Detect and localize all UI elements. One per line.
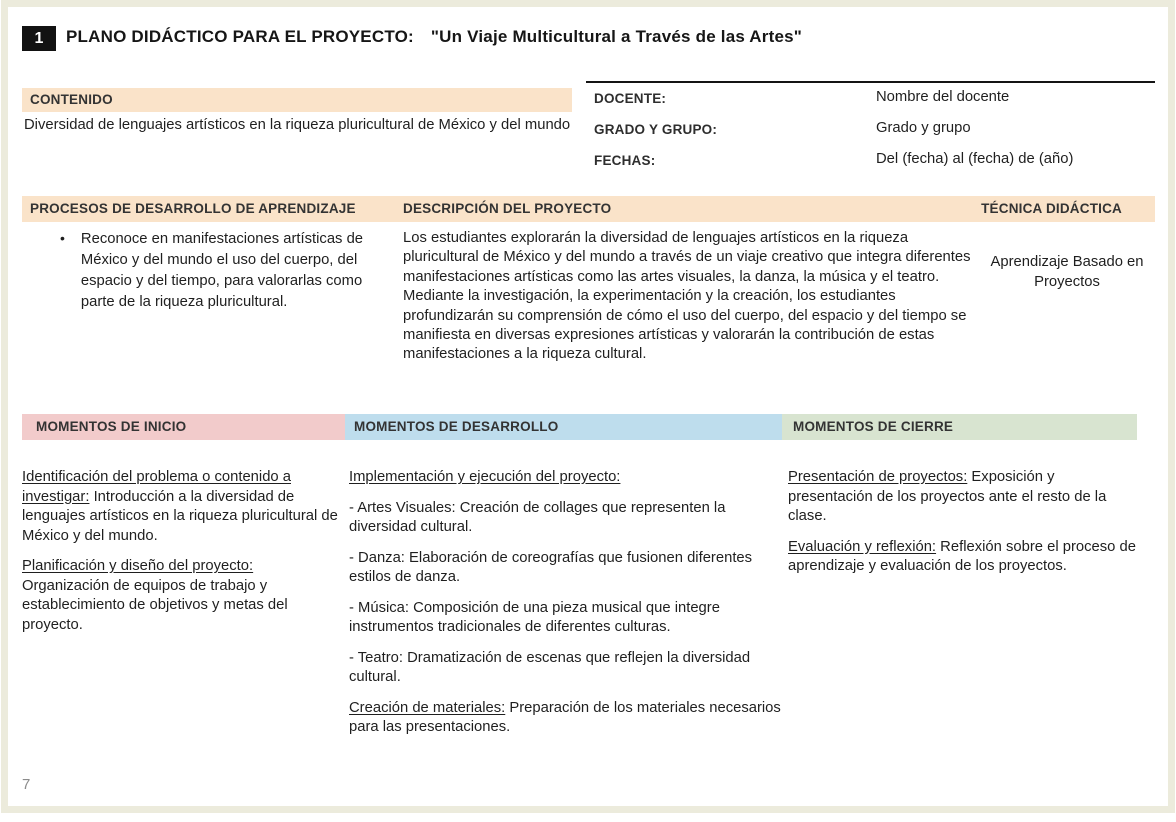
momentos-desarrollo-header: MOMENTOS DE DESARROLLO [345, 414, 782, 440]
desarrollo-text: Preparación de los materiales necesarios para las presentaciones. [349, 699, 781, 735]
fechas-label: FECHAS: [594, 153, 656, 168]
contenido-text: Diversidad de lenguajes artísticos en la riqueza pluricultural de México y del mundo [24, 117, 571, 133]
desarrollo-text: - Música: Composición de una pieza musical que integre instrumentos tradicionales de diferentes culturas. [349, 599, 720, 635]
descripcion-header: DESCRIPCIÓN DEL PROYECTO [403, 201, 612, 216]
desarrollo-text: - Danza: Elaboración de coreografías que fusionen diferentes estilos de danza. [349, 549, 753, 585]
bullet-icon: • [60, 230, 65, 246]
momentos-cierre-header: MOMENTOS DE CIERRE [782, 414, 1137, 440]
desarrollo-paragraph [349, 468, 781, 488]
cierre-text: Exposición y presentación de los proyectos ante el resto de la clase. [788, 469, 1107, 524]
momentos-inicio-column [22, 468, 340, 646]
inicio-text: Organización de equipos de trabajo y establecimiento de objetivos y metas del proyecto. [22, 577, 288, 633]
desarrollo-text: - Teatro: Dramatización de escenas que reflejen la diversidad cultural. [349, 649, 751, 685]
desarrollo-paragraph [349, 699, 781, 738]
info-row-grado [594, 121, 1154, 143]
desarrollo-paragraph [349, 599, 781, 638]
grado-label: GRADO Y GRUPO: [594, 122, 718, 137]
inicio-paragraph [22, 468, 340, 546]
page-number: 7 [22, 776, 31, 793]
cierre-lead: Evaluación y reflexión: [788, 538, 937, 555]
desarrollo-lead: Implementación y ejecución del proyecto: [349, 469, 621, 485]
docente-value: Nombre del docente [876, 89, 1010, 105]
inicio-lead: Identificación del problema o contenido a investigar: [22, 469, 291, 505]
momentos-desarrollo-column [349, 468, 781, 749]
desarrollo-paragraph [349, 649, 781, 688]
tecnica-header: TÉCNICA DIDÁCTICA [981, 201, 1122, 216]
cierre-lead: Presentación de proyectos: [788, 469, 968, 485]
cierre-paragraph [788, 468, 1140, 527]
desarrollo-text: - Artes Visuales: Creación de collages que representen la diversidad cultural. [349, 499, 726, 535]
page-title-label: PLANO DIDÁCTICO PARA EL PROYECTO: [66, 27, 414, 46]
grado-value: Grado y grupo [876, 120, 971, 136]
inicio-text: Introducción a la diversidad de lenguajes artísticos en la riqueza pluricultural de México y del mundo. [22, 488, 338, 544]
header-divider-line [586, 81, 1155, 83]
page-title [66, 27, 802, 47]
procesos-bullet-item [60, 229, 372, 313]
desarrollo-lead: Creación de materiales: [349, 699, 506, 716]
inicio-lead: Planificación y diseño del proyecto: [22, 558, 254, 574]
momentos-cierre-column [788, 468, 1140, 588]
cierre-text: Reflexión sobre el proceso de aprendizaje y evaluación de los proyectos. [788, 538, 1136, 574]
momentos-inicio-header: MOMENTOS DE INICIO [22, 414, 345, 440]
contenido-header: CONTENIDO [22, 88, 572, 112]
cierre-paragraph [788, 538, 1140, 577]
desarrollo-paragraph [349, 549, 781, 588]
descripcion-text: Los estudiantes explorarán la diversidad de lenguajes artísticos en la riqueza pluricultural de México y del mundo a través de un viaje creativo que integra diferentes manifestaciones artísticas como las artes visuales, la danza, la música y el teatro. Mediante la investigación, la experimentación y la creación, los estudiantes profundizarán su comprensión de cómo el uso del cuerpo, del espacio y del tiempo se manifiesta en diversas expresiones artísticas y valorarán la contribución de estas manifestaciones a la riqueza cultural. [403, 230, 971, 363]
section-number-badge: 1 [22, 26, 56, 51]
inicio-paragraph [22, 557, 340, 635]
procesos-header: PROCESOS DE DESARROLLO DE APRENDIZAJE [30, 201, 356, 216]
info-row-fechas [594, 152, 1154, 174]
tecnica-value: Aprendizaje Basado en Proyectos [990, 254, 1144, 290]
desarrollo-paragraph [349, 499, 781, 538]
docente-label: DOCENTE: [594, 91, 667, 106]
fechas-value: Del (fecha) al (fecha) de (año) [876, 151, 1074, 167]
middle-section-header-band [22, 196, 1155, 222]
procesos-bullet-text: Reconoce en manifestaciones artísticas de México y del mundo el uso del cuerpo, del espacio y del tiempo, para valorarlas como parte de la riqueza pluricultural. [80, 231, 364, 310]
project-title: "Un Viaje Multicultural a Través de las Artes" [430, 27, 803, 46]
info-row-docente [594, 90, 1154, 112]
